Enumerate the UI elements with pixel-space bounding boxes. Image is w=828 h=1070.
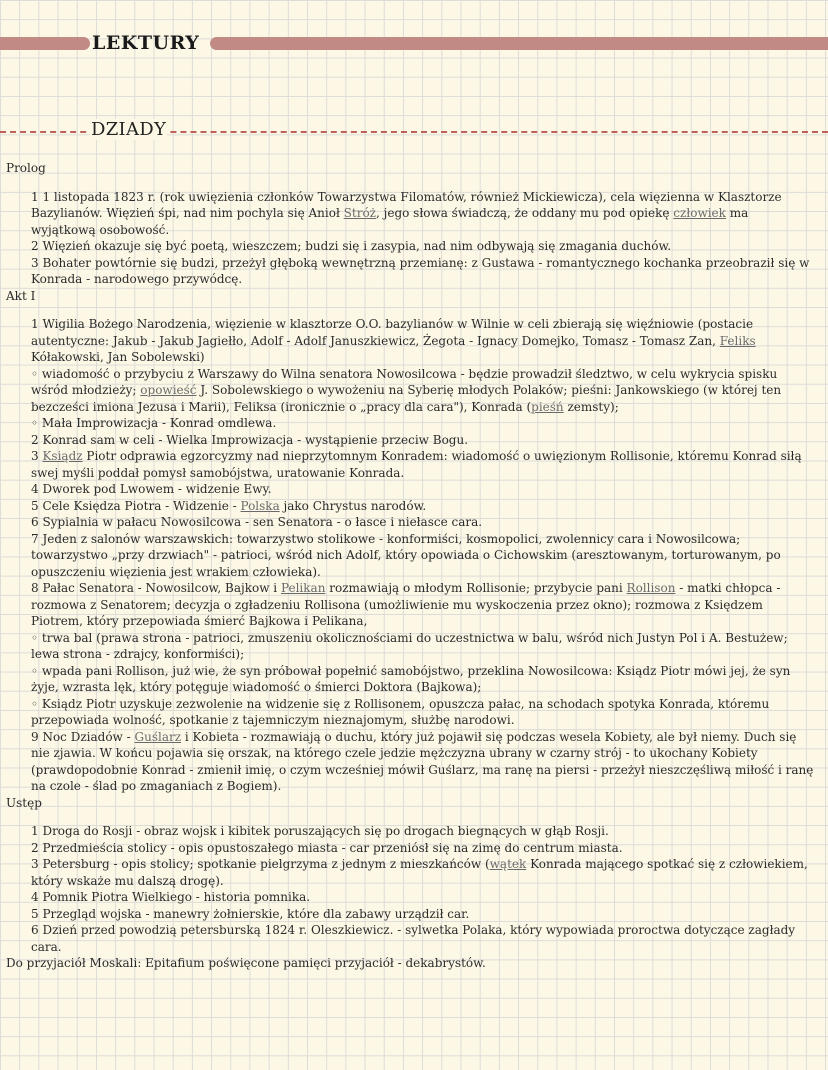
notes-content (6, 160, 816, 972)
item-text: Konrada mającego spotkać się z człowiekiem, który wskaże mu dalszą drogę). (31, 857, 808, 888)
list-item (31, 514, 816, 531)
term-link[interactable]: Stróż (343, 206, 376, 220)
heading-akt-1: Akt I (6, 288, 36, 303)
item-text: 9 Noc Dziadów - (31, 729, 135, 744)
title-bar-right (210, 37, 828, 50)
list-item (31, 255, 816, 288)
item-text: 3 Bohater powtórnie się budzi, przeżył głęboką wewnętrzną przemianę: z Gustawa - romantycznego kochanka przeobraził się w Konrada - narodowego przywódcę. (31, 255, 810, 286)
item-text: - matki chłopca - rozmowa z Senatorem; decyzja o zgładzeniu Rollisona (umożliwienie mu wyskoczenia przez okno); rozmowa z Księdzem Piotrem, który przepowiada śmierć Bajkowa i Pelikana, (31, 581, 781, 628)
ustep-list (6, 823, 816, 955)
item-text: J. Sobolewskiego o wywożeniu na Syberię młodych Polaków; pieśni: Jankowskiego (w której ten bezcześci imiona Jezusa i Marii), Feliksa (ironicznie o „pracy dla cara"), Konrada ( (31, 383, 782, 414)
item-text: ◦ Mała Improwizacja - Konrad omdlewa. (31, 416, 277, 430)
list-item (31, 481, 816, 498)
item-text: 4 Pomnik Piotra Wielkiego - historia pomnika. (31, 890, 311, 904)
list-item (31, 531, 816, 581)
prolog-list (6, 189, 816, 288)
title-band (0, 33, 828, 55)
item-text: 1 Droga do Rosji - obraz wojsk i kibitek poruszających się po drogach biegnących w głąb Rosji. (31, 824, 609, 838)
item-text: 8 Pałac Senatora - Nowosilcow, Bajkow i (31, 581, 281, 595)
item-text: 7 Jeden z salonów warszawskich: towarzystwo stolikowe - konformiści, kosmopolici, zwolennicy cara i Nowosilcowa; towarzystwo „przy drzwiach" - patrioci, wśród nich Adolf, który opowiada o Cichowskim (aresztowanym, torturowanym, po opuszczeniu więzienia jest wrakiem człowieka). (31, 531, 781, 579)
term-link[interactable]: Guślarz (134, 729, 182, 744)
item-text: i Kobieta - rozmawiają o duchu, który już pojawił się podczas wesela Kobiety, ale był niemy. Duch się nie zjawia. W końcu pojawia się orszak, na którego czele jedzie mężczyzna ubrany w czarny strój - to ukochany Kobiety (prawdopodobnie Konrad - zmienił imię, o czym wcześniej mówił Guślarz, ma ranę na piersi - przeżył nieszczęśliwą miłość i ranę na czole - ślad po zmaganiach z Bogiem). (31, 729, 814, 793)
list-item (31, 922, 816, 955)
item-text: 3 Petersburg - opis stolicy; spotkanie pielgrzyma z jednym z mieszkańców ( (31, 857, 490, 871)
term-link[interactable]: człowiek (673, 206, 726, 220)
item-text: 1 1 listopada 1823 r. (rok uwięzienia członków Towarzystwa Filomatów, również Mickiewicza), cela więzienna w Klasztorze Bazylianów. Więzień śpi, nad nim pochyla się Anioł (31, 189, 782, 220)
list-item (31, 316, 816, 366)
list-item (31, 415, 816, 432)
list-item (31, 663, 816, 696)
list-item (31, 238, 816, 255)
list-item (31, 906, 816, 923)
item-text: ◦ wiadomość o przybyciu z Warszawy do Wilna senatora Nowosilcowa - będzie prowadził śledztwo, w celu wykrycia spisku wśród młodzieży; (31, 366, 778, 397)
item-text: , jego słowa świadczą, że oddany mu pod opiekę (376, 206, 674, 220)
item-text: 3 (31, 449, 43, 463)
item-text: ◦ trwa bal (prawa strona - patrioci, zmuszeniu okolicznościami do uczestnictwa w balu, wśród nich Justyn Pol i A. Bestużew; lewa strona - zdrajcy, konformiści); (31, 630, 788, 661)
item-text: rozmawiają o młodym Rollisonie; przybycie pani (325, 581, 627, 595)
item-text: 5 Cele Księdza Piotra - Widzenie - (31, 498, 241, 513)
item-text: 6 Dzień przed powodzią petersburską 1824 r. Oleszkiewicz. - sylwetka Polaka, który wypowiada proroctwa dotyczące zagłady cara. (31, 923, 796, 954)
term-link[interactable]: Polska (240, 498, 280, 513)
term-link[interactable]: Feliks (719, 333, 756, 348)
item-text: Kółakowski, Jan Sobolewski) (31, 350, 205, 364)
list-item (31, 889, 816, 906)
list-item (31, 856, 816, 889)
list-item (31, 432, 816, 449)
item-text: 2 Więzień okazuje się być poetą, wieszczem; budzi się i zasypia, nad nim odbywają się zmagania duchów. (31, 239, 672, 253)
item-text: 4 Dworek pod Lwowem - widzenie Ewy. (31, 482, 272, 496)
akt-1-list (6, 316, 816, 795)
list-item (31, 366, 816, 416)
term-link[interactable]: Ksiądz (42, 449, 83, 463)
item-text: 2 Konrad sam w celi - Wielka Improwizacja - wystąpienie przeciw Bogu. (31, 432, 469, 447)
section-title: DZIADY (91, 119, 167, 140)
heading-ustep: Ustęp (6, 795, 42, 810)
heading-prolog: Prolog (6, 161, 46, 175)
list-item (31, 729, 816, 795)
item-text: ◦ wpada pani Rollison, już wie, że syn próbował popełnić samobójstwo, przeklina Nowosilcowa: Ksiądz Piotr mówi jej, że syn żyje, wzrasta lęk, który potęguje wiadomość o śmierci Doktora (Bajkowa); (31, 663, 791, 694)
item-text: jako Chrystus narodów. (279, 498, 427, 513)
closing-line: Do przyjaciół Moskali: Epitafium poświęcone pamięci przyjaciół - dekabrystów. (6, 956, 486, 970)
term-link[interactable]: Pelikan (280, 581, 326, 595)
list-item (31, 696, 816, 729)
term-link[interactable]: opowieść (140, 383, 197, 397)
item-text: ma wyjątkową osobowość. (31, 206, 749, 237)
item-text: zemsty); (563, 399, 619, 414)
title-bar-left (0, 37, 90, 50)
term-link[interactable]: wątek (489, 857, 527, 871)
list-item (31, 630, 816, 663)
page-title: LEKTURY (92, 32, 200, 54)
item-text: 1 Wigilia Bożego Narodzenia, więzienie w klasztorze O.O. bazylianów w Wilnie w celi zbierają się więźniowie (postacie autentyczne: Jakub - Jakub Jagiełło, Adolf - Adolf Januszkiewicz, Żegota - Ignacy Domejko, Tomasz - Tomasz Zan, (31, 317, 754, 348)
item-text: Piotr odprawia egzorcyzmy nad nieprzytomnym Konradem: wiadomość o uwięzionym Rollisonie, któremu Konrad siłą swej myśli poddał pomysł samobójstwa, uratowanie Konrada. (31, 449, 802, 480)
item-text: 5 Przegląd wojska - manewry żołnierskie, które dla zabawy urządził car. (31, 906, 470, 921)
list-item (31, 448, 816, 481)
item-text: 6 Sypialnia w pałacu Nowosilcowa - sen Senatora - o łasce i niełasce cara. (31, 515, 483, 529)
term-link[interactable]: pieśń (531, 399, 564, 414)
list-item (31, 189, 816, 239)
list-item (31, 823, 816, 840)
list-item (31, 840, 816, 857)
term-link[interactable]: Rollison (626, 581, 676, 595)
list-item (31, 498, 816, 515)
item-text: ◦ Ksiądz Piotr uzyskuje zezwolenie na widzenie się z Rollisonem, opuszcza pałac, na schodach spotyka Konrada, któremu przepowiada wolność, spotkanie z tajemniczym nieznajomym, służbę narodowi. (31, 696, 770, 727)
item-text: 2 Przedmieścia stolicy - opis opustoszałego miasta - car przeniósł się na zimę do centrum miasta. (31, 840, 623, 855)
list-item (31, 580, 816, 630)
